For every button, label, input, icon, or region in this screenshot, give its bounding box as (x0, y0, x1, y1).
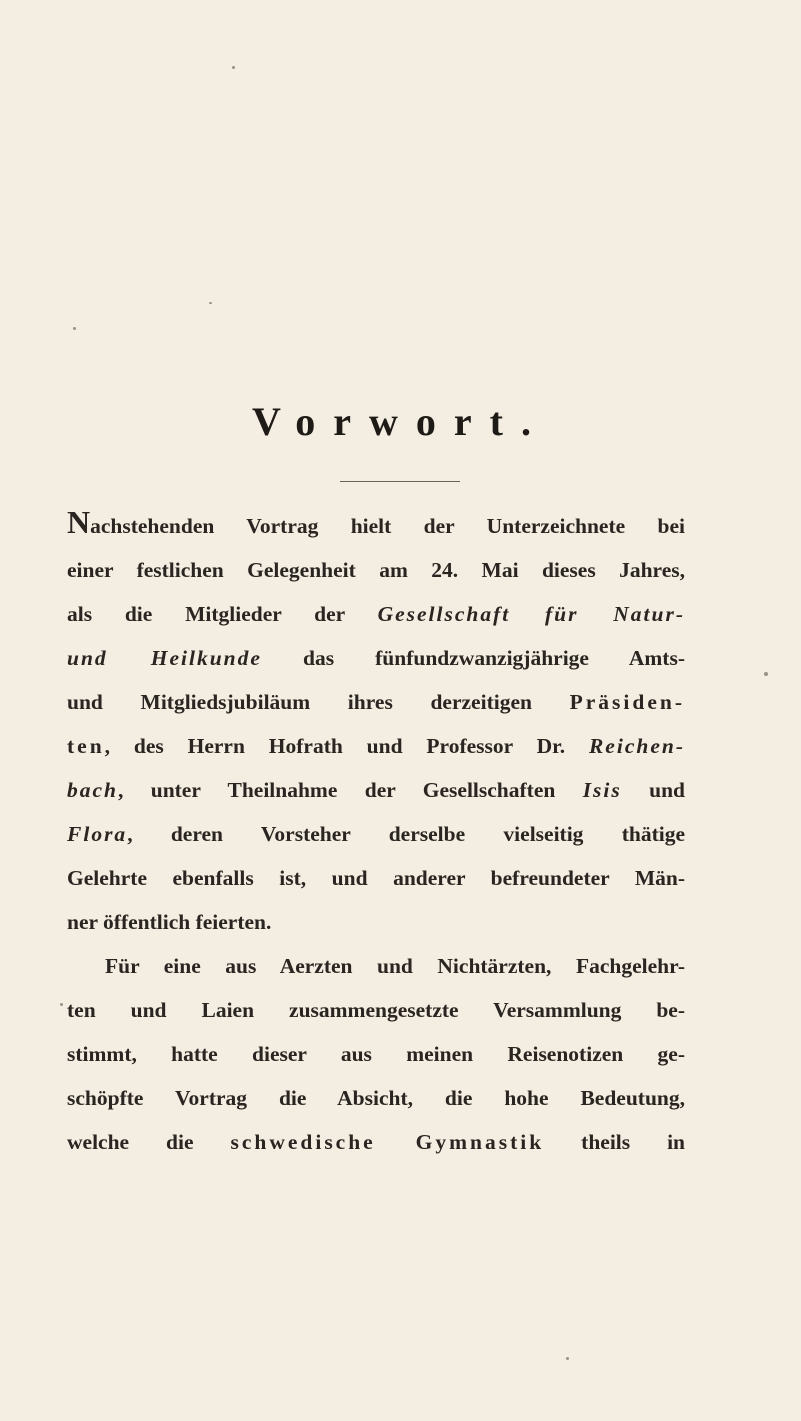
text-line (67, 856, 685, 900)
text-line (67, 548, 685, 592)
paper-speck (60, 1003, 63, 1006)
text-segment: Präsiden- (569, 690, 685, 714)
text-segment: das fünfundzwanzigjährige Amts- (261, 646, 685, 670)
text-segment: ner öffentlich feierten. (67, 910, 272, 934)
text-segment: Gelehrte ebenfalls ist, und anderer befreundeter Män- (67, 866, 685, 890)
text-line (67, 812, 685, 856)
text-segment: Reichen- (588, 734, 685, 758)
text-line (67, 1120, 685, 1164)
paper-speck (73, 327, 76, 330)
text-line (67, 636, 685, 680)
text-segment: einer festlichen Gelegenheit am 24. Mai dieses Jahres, (67, 558, 685, 582)
paper-speck (232, 66, 235, 69)
text-segment: ten und Laien zusammengesetzte Versammlung be- (67, 998, 685, 1022)
text-segment: bach (67, 778, 118, 802)
text-segment: Flora (67, 822, 128, 846)
preface-text (67, 504, 685, 1164)
text-line (67, 988, 685, 1032)
text-segment: Für eine aus Aerzten und Nichtärzten, Fachgelehr- (105, 954, 685, 978)
text-line (67, 900, 685, 944)
text-line (67, 1076, 685, 1120)
text-segment: N (67, 504, 91, 540)
text-segment: welche die (67, 1130, 231, 1154)
text-segment: stimmt, hatte dieser aus meinen Reisenotizen ge- (67, 1042, 685, 1066)
text-segment: als die Mitglieder der (67, 602, 378, 626)
text-segment: und Heilkunde (67, 646, 262, 670)
text-line (67, 768, 685, 812)
text-line (67, 944, 685, 988)
text-segment: schöpfte Vortrag die Absicht, die hohe Bedeutung, (67, 1086, 685, 1110)
page-title: Vorwort. (252, 399, 549, 444)
text-segment: theils in (544, 1130, 686, 1154)
paper-speck (209, 302, 212, 304)
text-segment: und (621, 778, 685, 802)
paper-speck (764, 672, 768, 676)
text-segment: , deren Vorsteher derselbe vielseitig thätige (127, 822, 685, 846)
text-line (67, 1032, 685, 1076)
text-segment: und Mitgliedsjubiläum ihres derzeitigen (67, 690, 570, 714)
text-segment: Gesellschaft für Natur- (377, 602, 685, 626)
text-line (67, 724, 685, 768)
text-segment: , unter Theilnahme der Gesellschaften (118, 778, 583, 802)
title-divider (340, 481, 460, 482)
text-segment: schwedische Gymnastik (230, 1130, 545, 1154)
text-segment: ten (67, 734, 105, 758)
text-line (67, 504, 685, 548)
text-line (67, 680, 685, 724)
text-segment: Isis (582, 778, 622, 802)
text-line (67, 592, 685, 636)
paper-speck (566, 1357, 569, 1360)
text-segment: , des Herrn Hofrath und Professor Dr. (104, 734, 589, 758)
text-segment: achstehenden Vortrag hielt der Unterzeichnete bei (90, 514, 685, 538)
